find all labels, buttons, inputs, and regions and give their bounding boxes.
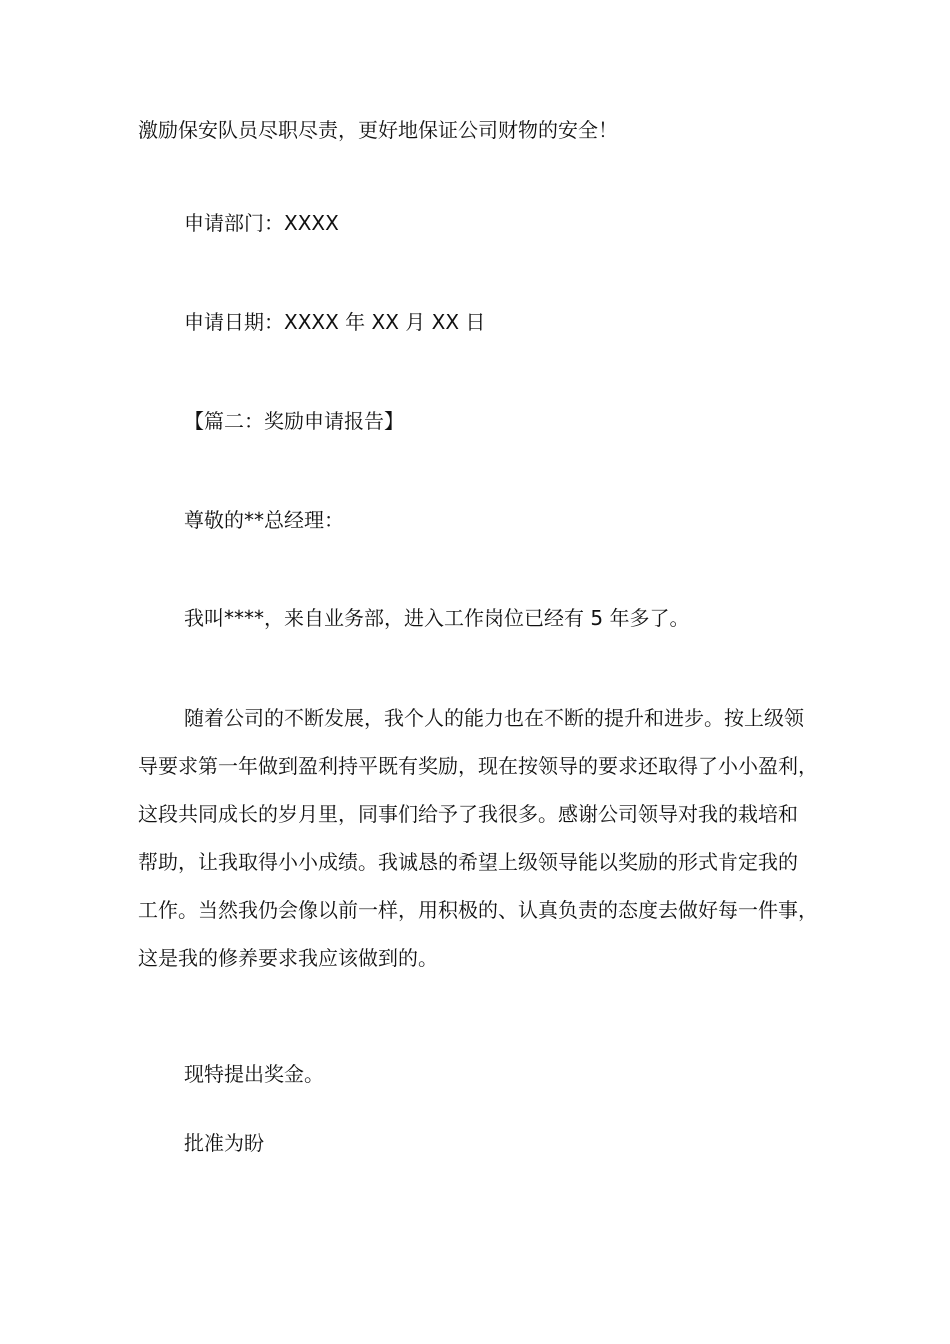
salutation: 尊敬的**总经理： [184, 508, 344, 532]
body-line: 工作。当然我仍会像以前一样，用积极的、认真负责的态度去做好每一件事， [138, 898, 818, 922]
body-paragraph [138, 694, 818, 982]
body-line: 这是我的修养要求我应该做到的。 [138, 946, 438, 970]
body-line: 这段共同成长的岁月里，同事们给予了我很多。感谢公司领导对我的栽培和 [138, 802, 798, 826]
body-line: 导要求第一年做到盈利持平既有奖励，现在按领导的要求还取得了小小盈利， [138, 754, 818, 778]
intro-line: 我叫****，来自业务部，进入工作岗位已经有 5 年多了。 [184, 606, 690, 630]
date-line: 申请日期：XXXX 年 XX 月 XX 日 [184, 310, 486, 334]
body-line: 随着公司的不断发展，我个人的能力也在不断的提升和进步。按上级领 [184, 706, 804, 730]
request-line: 现特提出奖金。 [184, 1062, 324, 1086]
department-line: 申请部门：XXXX [184, 211, 339, 235]
text-line-safety: 激励保安队员尽职尽责，更好地保证公司财物的安全！ [138, 118, 618, 142]
closing-line: 批准为盼 [184, 1131, 264, 1155]
section-title: 【篇二：奖励申请报告】 [184, 409, 404, 433]
body-line: 帮助，让我取得小小成绩。我诚恳的希望上级领导能以奖励的形式肯定我的 [138, 850, 798, 874]
